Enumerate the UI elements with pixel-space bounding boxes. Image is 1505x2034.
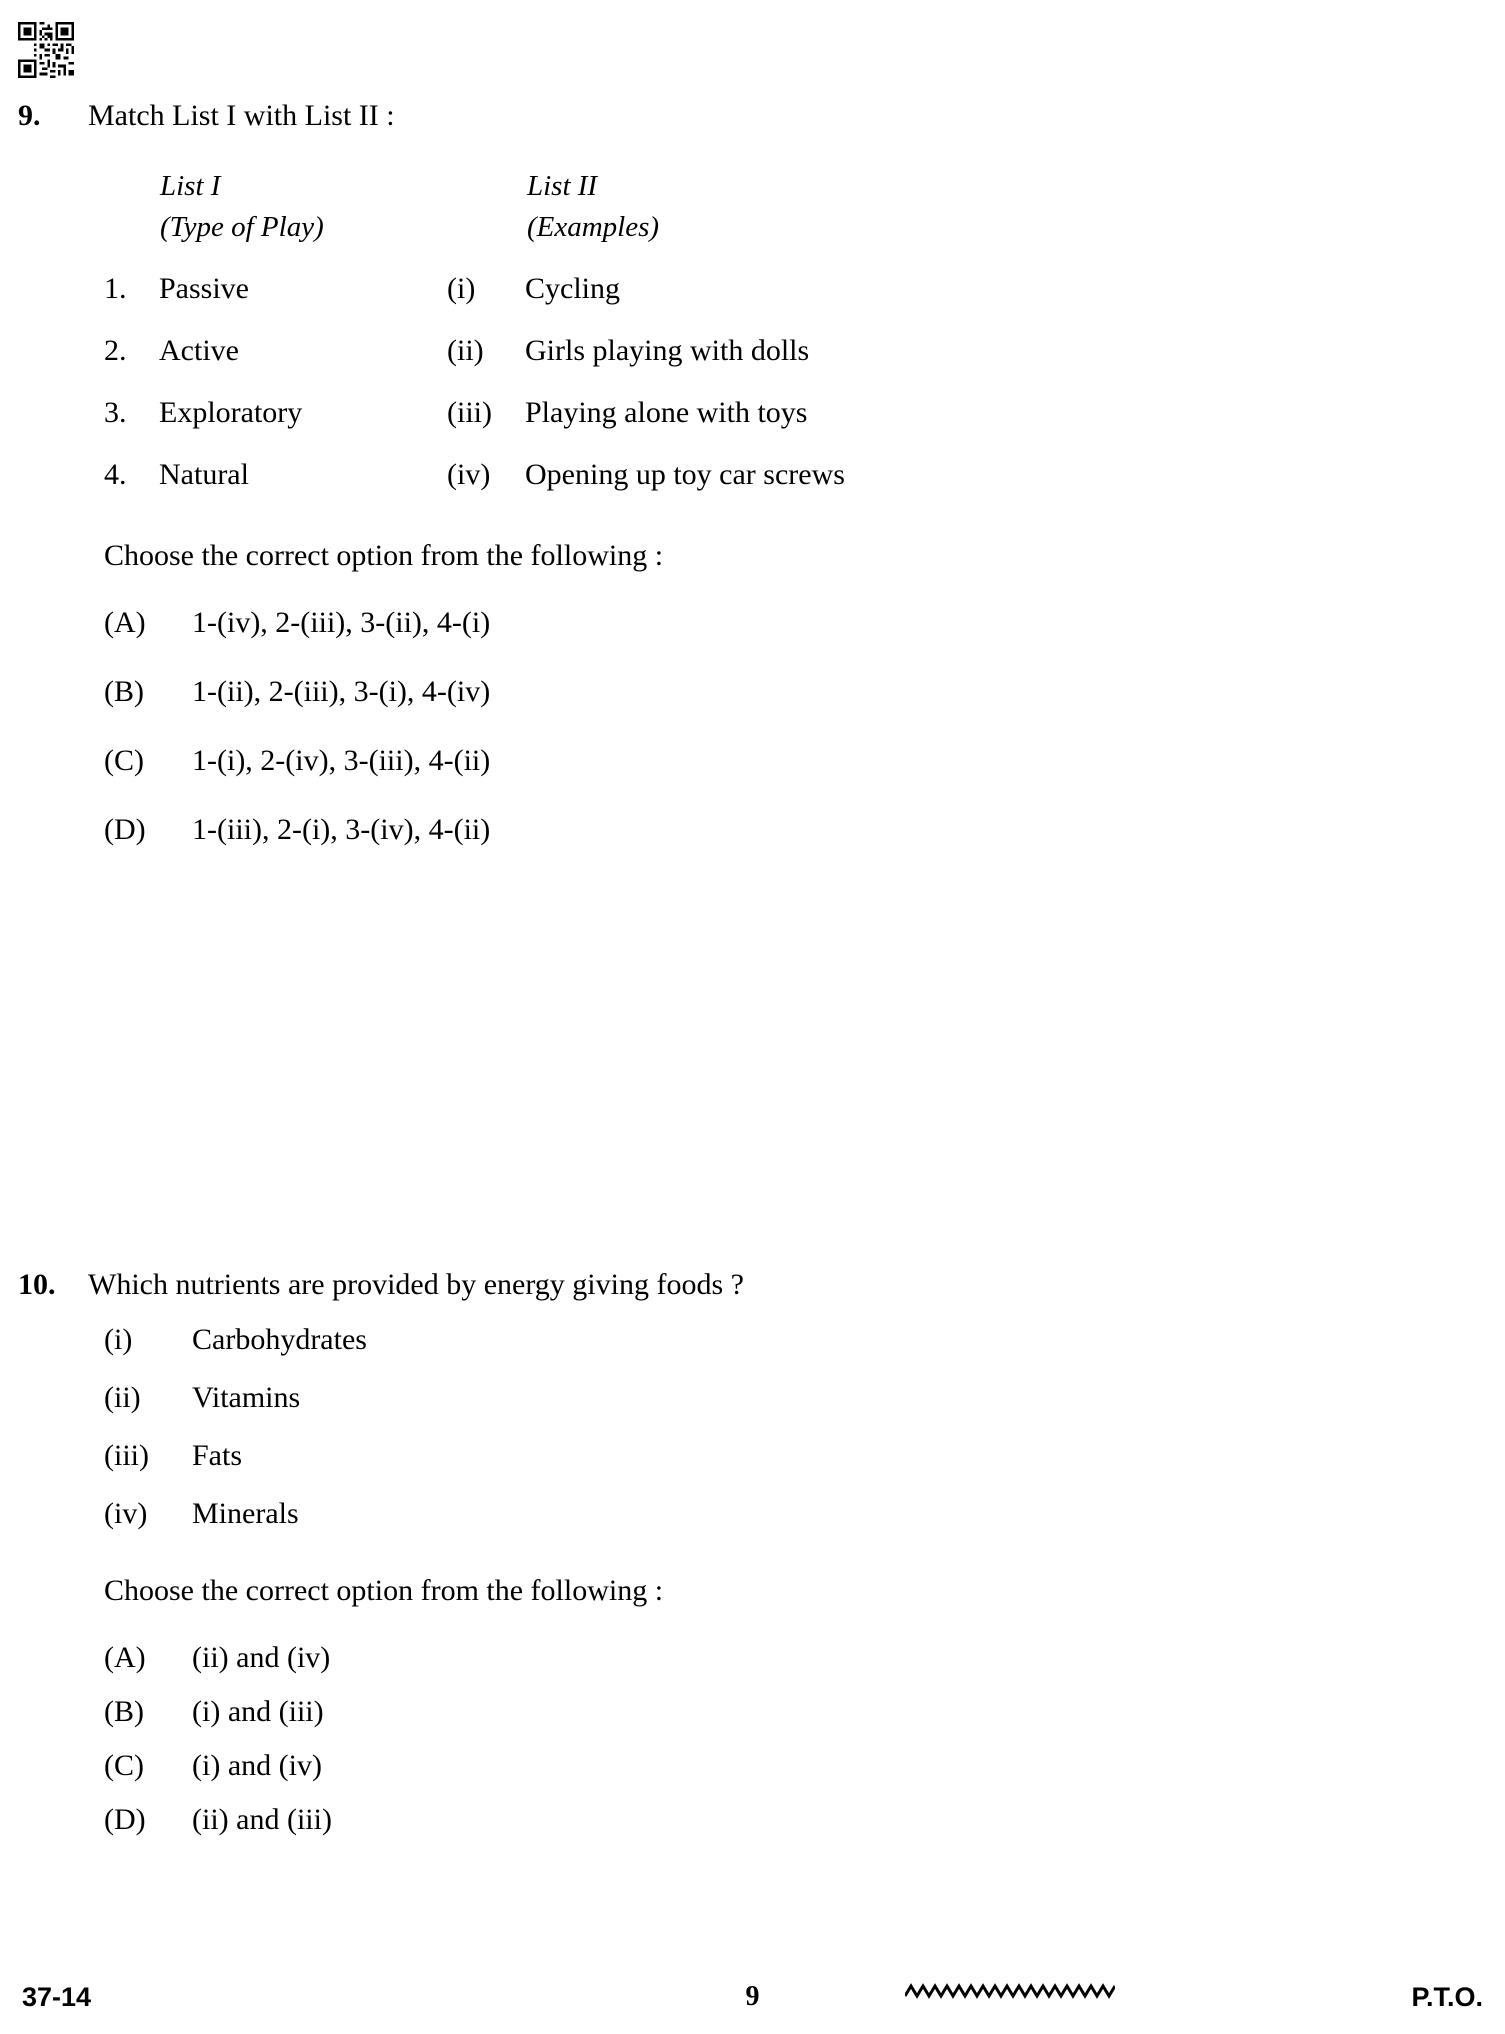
list-2-subtitle: (Examples) bbox=[527, 211, 660, 243]
option-a-key: (A) bbox=[104, 606, 146, 639]
match-row-roman: (i) bbox=[447, 272, 476, 305]
question-9-text: Match List I with List II : bbox=[88, 99, 395, 132]
match-row bbox=[104, 334, 1505, 396]
option-d[interactable] bbox=[104, 1803, 1505, 1857]
match-row-roman: (ii) bbox=[447, 334, 484, 367]
option-c[interactable] bbox=[104, 1749, 1505, 1803]
option-c[interactable] bbox=[104, 744, 1505, 813]
option-b[interactable] bbox=[104, 675, 1505, 744]
option-b-key: (B) bbox=[104, 675, 144, 708]
question-10 bbox=[0, 1265, 1505, 1857]
match-row-number: 4. bbox=[104, 458, 127, 491]
sub-item bbox=[104, 1497, 1505, 1555]
match-row-list2-label: Playing alone with toys bbox=[525, 396, 808, 429]
match-row-list1-label: Exploratory bbox=[159, 396, 303, 429]
sub-item-label: Minerals bbox=[192, 1497, 299, 1530]
sub-item-label: Fats bbox=[192, 1439, 243, 1472]
sub-item-label: Carbohydrates bbox=[192, 1323, 367, 1356]
sub-item bbox=[104, 1439, 1505, 1497]
option-a-key: (A) bbox=[104, 1641, 146, 1674]
option-b-key: (B) bbox=[104, 1695, 144, 1728]
sub-item bbox=[104, 1381, 1505, 1439]
match-row-list1-label: Passive bbox=[159, 272, 249, 305]
match-row-roman: (iii) bbox=[447, 396, 492, 429]
question-10-choose-instruction: Choose the correct option from the following : bbox=[104, 1574, 664, 1607]
match-row bbox=[104, 396, 1505, 458]
match-row-number: 3. bbox=[104, 396, 127, 429]
option-d-value: 1-(iii), 2-(i), 3-(iv), 4-(ii) bbox=[192, 813, 491, 846]
list-1-subtitle: (Type of Play) bbox=[160, 211, 324, 243]
match-row-list1-label: Active bbox=[159, 334, 239, 367]
page-number: 9 bbox=[745, 1981, 760, 2012]
match-row-list2-label: Girls playing with dolls bbox=[525, 334, 810, 367]
option-a-value: (ii) and (iv) bbox=[192, 1641, 331, 1674]
option-c-key: (C) bbox=[104, 1749, 144, 1782]
zigzag-rule-icon bbox=[905, 1980, 1115, 2007]
option-c-value: (i) and (iv) bbox=[192, 1749, 322, 1782]
list-2-title: List II bbox=[527, 170, 598, 202]
option-a[interactable] bbox=[104, 1641, 1505, 1695]
sub-item-roman: (i) bbox=[104, 1323, 133, 1356]
option-a-value: 1-(iv), 2-(iii), 3-(ii), 4-(i) bbox=[192, 606, 491, 639]
sub-item-roman: (iii) bbox=[104, 1439, 149, 1472]
option-d-key: (D) bbox=[104, 813, 146, 846]
question-9 bbox=[0, 96, 1505, 882]
question-9-choose-instruction: Choose the correct option from the following : bbox=[104, 539, 664, 572]
sub-item-label: Vitamins bbox=[192, 1381, 301, 1414]
match-row-list2-label: Opening up toy car screws bbox=[525, 458, 845, 491]
list-headings bbox=[0, 166, 1505, 248]
question-10-options bbox=[0, 1641, 1505, 1857]
list-1-heading bbox=[160, 166, 527, 248]
match-row bbox=[104, 458, 1505, 520]
option-c-key: (C) bbox=[104, 744, 144, 777]
list-1-title: List I bbox=[160, 170, 221, 202]
option-a[interactable] bbox=[104, 606, 1505, 675]
match-row bbox=[104, 272, 1505, 334]
match-row-list2-label: Cycling bbox=[525, 272, 620, 305]
option-d-value: (ii) and (iii) bbox=[192, 1803, 332, 1836]
option-c-value: 1-(i), 2-(iv), 3-(iii), 4-(ii) bbox=[192, 744, 491, 777]
option-b[interactable] bbox=[104, 1695, 1505, 1749]
option-b-value: 1-(ii), 2-(iii), 3-(i), 4-(iv) bbox=[192, 675, 491, 708]
match-list-table bbox=[0, 272, 1505, 520]
option-d[interactable] bbox=[104, 813, 1505, 882]
sub-item-roman: (iv) bbox=[104, 1497, 148, 1530]
match-row-roman: (iv) bbox=[447, 458, 491, 491]
question-10-sub-items bbox=[0, 1323, 1505, 1555]
page-footer bbox=[0, 1974, 1505, 2020]
question-10-header bbox=[0, 1265, 1505, 1305]
option-b-value: (i) and (iii) bbox=[192, 1695, 324, 1728]
pto-label: P.T.O. bbox=[1411, 1981, 1483, 2012]
match-row-number: 1. bbox=[104, 272, 127, 305]
match-row-list1-label: Natural bbox=[159, 458, 249, 491]
match-row-number: 2. bbox=[104, 334, 127, 367]
question-10-text: Which nutrients are provided by energy giving foods ? bbox=[88, 1268, 744, 1301]
paper-code: 37-14 bbox=[22, 1981, 92, 2012]
sub-item-roman: (ii) bbox=[104, 1381, 141, 1414]
option-d-key: (D) bbox=[104, 1803, 146, 1836]
question-10-number: 10. bbox=[18, 1268, 56, 1301]
sub-item bbox=[104, 1323, 1505, 1381]
question-9-header bbox=[0, 96, 1505, 136]
question-9-options bbox=[0, 606, 1505, 882]
question-9-number: 9. bbox=[18, 99, 41, 132]
qr-code-icon bbox=[18, 22, 74, 78]
list-2-heading bbox=[527, 166, 659, 248]
